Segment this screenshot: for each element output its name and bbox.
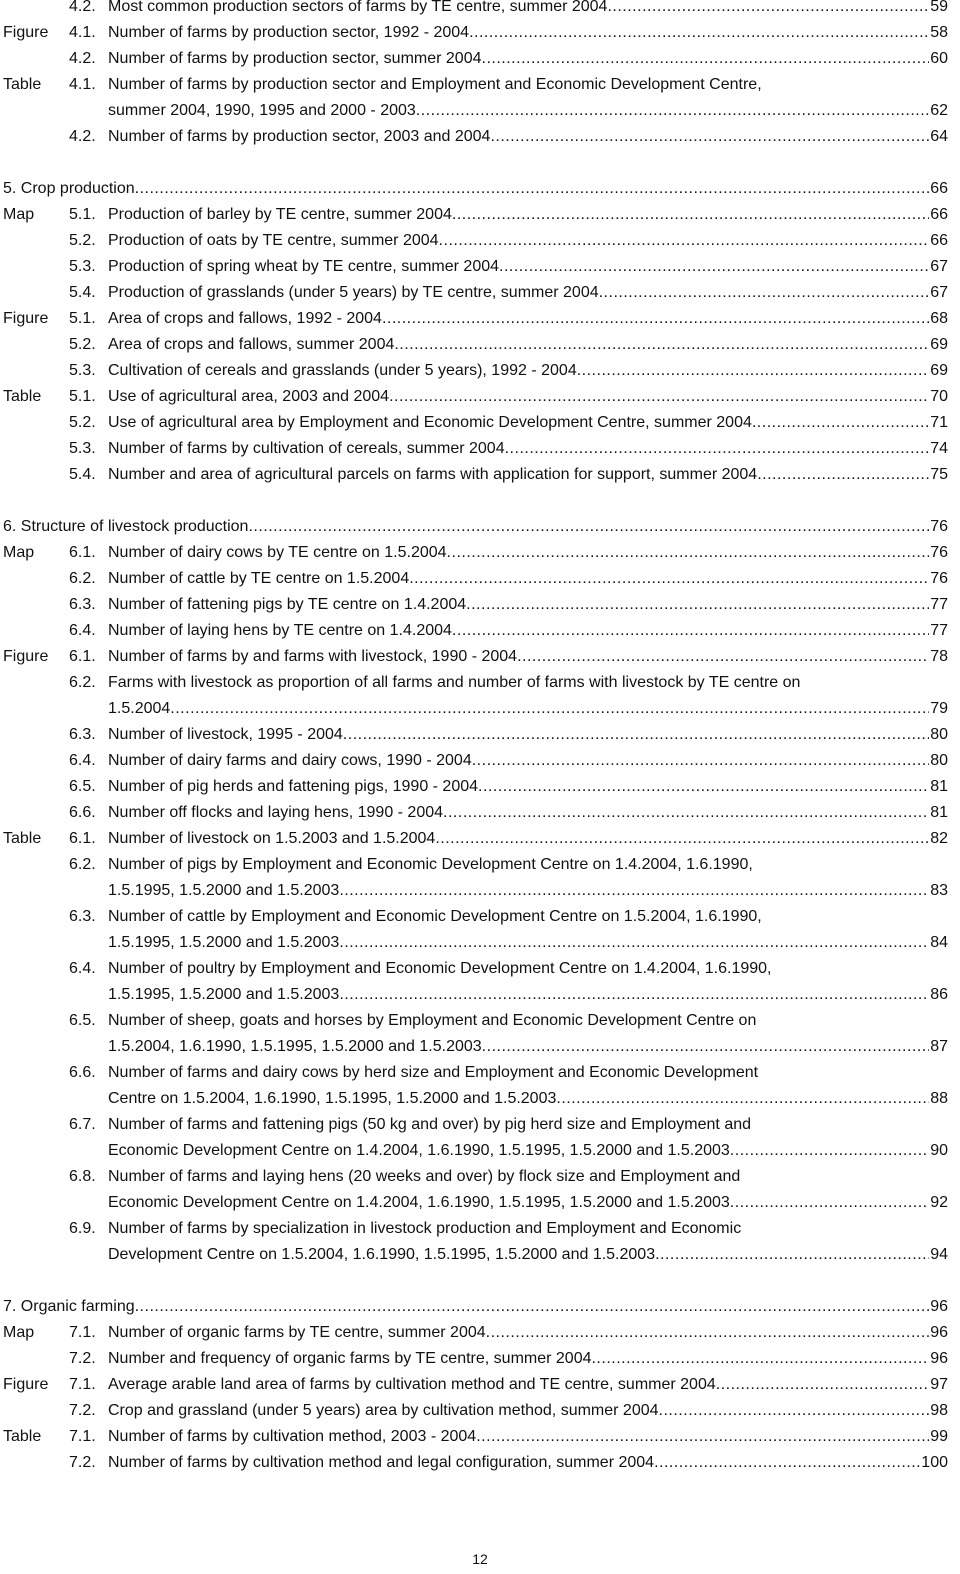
toc-entry: [3, 280, 948, 306]
entry-number: 5.1.: [69, 310, 96, 327]
entry-number: 7.2.: [69, 1402, 96, 1419]
entry-title: Number and frequency of organic farms by TE centre, summer 2004: [108, 1350, 592, 1367]
entry-title: Number of cattle by TE centre on 1.5.2004: [108, 570, 410, 587]
entry-title: Most common production sectors of farms by TE centre, summer 2004: [108, 0, 608, 15]
dot-leader: [339, 982, 929, 1008]
entry-title-continued: Economic Development Centre on 1.4.2004, 1.6.1990, 1.5.1995, 1.5.2000 and 1.5.2003: [108, 1194, 730, 1211]
entry-number: 6.7.: [69, 1116, 96, 1133]
page-ref: 67: [930, 258, 948, 275]
toc-entry: [3, 1112, 948, 1138]
section-spacer: [3, 488, 948, 514]
entry-title: Number of laying hens by TE centre on 1.4.2004: [108, 622, 452, 639]
entry-title-continued: Centre on 1.5.2004, 1.6.1990, 1.5.1995, 1.5.2000 and 1.5.2003: [108, 1090, 557, 1107]
entry-type: Table: [3, 76, 42, 93]
entry-number: 6.6.: [69, 1064, 96, 1081]
page-ref: 66: [930, 180, 948, 197]
entry-title-continued: summer 2004, 1990, 1995 and 2000 - 2003: [108, 102, 416, 119]
toc-entry: [3, 0, 948, 20]
toc-entry: [3, 124, 948, 150]
toc-entry: [3, 72, 948, 98]
page-ref: 78: [930, 648, 948, 665]
toc-entry-continuation: [3, 1034, 948, 1060]
toc-entry: [3, 956, 948, 982]
dot-leader: [135, 176, 930, 202]
toc-entry: [3, 1450, 948, 1476]
toc-entry-continuation: [3, 982, 948, 1008]
page-ref: 90: [930, 1142, 948, 1159]
page-ref: 77: [930, 622, 948, 639]
page-ref: 62: [930, 102, 948, 119]
page-ref: 69: [930, 362, 948, 379]
entry-number: 6.4.: [69, 960, 96, 977]
page-ref: 87: [930, 1038, 948, 1055]
entry-title: Number of livestock on 1.5.2003 and 1.5.2004: [108, 830, 436, 847]
toc-section-heading: [3, 514, 948, 540]
entry-number: 4.2.: [69, 50, 96, 67]
dot-leader: [655, 1242, 929, 1268]
dot-leader: [505, 436, 930, 462]
entry-number: 5.4.: [69, 466, 96, 483]
entry-number: 4.2.: [69, 128, 96, 145]
entry-title: Number and area of agricultural parcels on farms with application for support, summer 2004: [108, 466, 758, 483]
entry-type: Table: [3, 830, 42, 847]
page-ref: 96: [930, 1350, 948, 1367]
toc-entry: [3, 254, 948, 280]
page-ref: 94: [930, 1246, 948, 1263]
toc-entry: [3, 20, 948, 46]
entry-title: Number of farms by production sector, 2003 and 2004: [108, 128, 491, 145]
entry-title: Cultivation of cereals and grasslands (under 5 years), 1992 - 2004: [108, 362, 577, 379]
toc-entry: [3, 566, 948, 592]
toc-entry: [3, 774, 948, 800]
page-ref: 66: [930, 206, 948, 223]
entry-number: 7.1.: [69, 1324, 96, 1341]
entry-title-continued: Economic Development Centre on 1.4.2004, 1.6.1990, 1.5.1995, 1.5.2000 and 1.5.2003: [108, 1142, 730, 1159]
dot-leader: [654, 1450, 920, 1476]
dot-leader: [439, 228, 930, 254]
entry-title: Number of farms and laying hens (20 weeks and over) by flock size and Employment and: [108, 1168, 741, 1185]
toc-entry: [3, 306, 948, 332]
toc-section-heading: [3, 176, 948, 202]
dot-leader: [466, 592, 929, 618]
page-ref: 74: [930, 440, 948, 457]
entry-title: Number of farms by cultivation method, 2003 - 2004: [108, 1428, 477, 1445]
entry-number: 6.2.: [69, 856, 96, 873]
toc-entry: [3, 904, 948, 930]
entry-number: 6.6.: [69, 804, 96, 821]
entry-title: Number of pig herds and fattening pigs, 1990 - 2004: [108, 778, 479, 795]
dot-leader: [416, 98, 929, 124]
entry-number: 6.3.: [69, 726, 96, 743]
toc-entry-continuation: [3, 1138, 948, 1164]
page-ref: 68: [930, 310, 948, 327]
entry-type: Figure: [3, 648, 49, 665]
dot-leader: [409, 566, 929, 592]
toc-entry: [3, 1216, 948, 1242]
dot-leader: [435, 826, 929, 852]
dot-leader: [659, 1398, 930, 1424]
entry-number: 6.4.: [69, 622, 96, 639]
page-ref: 88: [930, 1090, 948, 1107]
entry-title: Number of farms by production sector and Employment and Economic Development Centre,: [108, 76, 762, 93]
entry-title: Number of dairy cows by TE centre on 1.5.2004: [108, 544, 447, 561]
entry-type: Map: [3, 1324, 35, 1341]
entry-type: Table: [3, 388, 42, 405]
entry-title: Production of barley by TE centre, summer 2004: [108, 206, 452, 223]
page-ref: 84: [930, 934, 948, 951]
toc-entry: [3, 670, 948, 696]
page-ref: 76: [930, 518, 948, 535]
toc-entry-continuation: [3, 878, 948, 904]
toc-entry-continuation: [3, 1190, 948, 1216]
dot-leader: [730, 1138, 929, 1164]
entry-number: 6.3.: [69, 596, 96, 613]
section-title: 6. Structure of livestock production: [3, 518, 249, 535]
toc-entry: [3, 1060, 948, 1086]
entry-number: 6.4.: [69, 752, 96, 769]
entry-number: 7.1.: [69, 1376, 96, 1393]
entry-title: Number of sheep, goats and horses by Employment and Economic Development Centre on: [108, 1012, 757, 1029]
entry-number: 5.2.: [69, 414, 96, 431]
page-ref: 69: [930, 336, 948, 353]
toc-entry: [3, 384, 948, 410]
entry-type: Table: [3, 1428, 42, 1445]
page-ref: 66: [930, 232, 948, 249]
toc-entry: [3, 1008, 948, 1034]
page-ref: 100: [921, 1454, 948, 1471]
toc-entry: [3, 332, 948, 358]
entry-title: Area of crops and fallows, 1992 - 2004: [108, 310, 382, 327]
entry-title-continued: Development Centre on 1.5.2004, 1.6.1990, 1.5.1995, 1.5.2000 and 1.5.2003: [108, 1246, 656, 1263]
entry-number: 4.1.: [69, 24, 96, 41]
dot-leader: [135, 1294, 930, 1320]
entry-number: 6.2.: [69, 570, 96, 587]
entry-number: 5.2.: [69, 232, 96, 249]
dot-leader: [248, 514, 929, 540]
toc-entry: [3, 852, 948, 878]
toc-entry: [3, 540, 948, 566]
entry-title: Number of farms by cultivation of cereals, summer 2004: [108, 440, 505, 457]
toc-entry: [3, 1398, 948, 1424]
entry-title-continued: 1.5.1995, 1.5.2000 and 1.5.2003: [108, 882, 340, 899]
entry-title: Number of farms by specialization in livestock production and Employment and Economic: [108, 1220, 742, 1237]
page-ref: 58: [930, 24, 948, 41]
page-ref: 70: [930, 388, 948, 405]
section-title: 5. Crop production: [3, 180, 135, 197]
dot-leader: [339, 878, 929, 904]
entry-number: 6.3.: [69, 908, 96, 925]
toc-entry: [3, 436, 948, 462]
entry-title: Use of agricultural area, 2003 and 2004: [108, 388, 390, 405]
toc-section-heading: [3, 1294, 948, 1320]
dot-leader: [757, 462, 929, 488]
entry-title: Number of fattening pigs by TE centre on 1.4.2004: [108, 596, 467, 613]
dot-leader: [482, 1034, 930, 1060]
entry-number: 4.1.: [69, 76, 96, 93]
page-ref: 80: [930, 752, 948, 769]
page-ref: 92: [930, 1194, 948, 1211]
entry-number: 6.8.: [69, 1168, 96, 1185]
toc-entry: [3, 618, 948, 644]
dot-leader: [752, 410, 929, 436]
entry-number: 6.9.: [69, 1220, 96, 1237]
page-ref: 83: [930, 882, 948, 899]
entry-title: Number of farms by cultivation method and legal configuration, summer 2004: [108, 1454, 655, 1471]
entry-number: 4.2.: [69, 0, 96, 15]
entry-title: Number of farms and dairy cows by herd size and Employment and Economic Development: [108, 1064, 759, 1081]
page-ref: 71: [930, 414, 948, 431]
entry-title: Number of livestock, 1995 - 2004: [108, 726, 343, 743]
page-ref: 80: [930, 726, 948, 743]
dot-leader: [452, 618, 929, 644]
page-ref: 81: [930, 804, 948, 821]
dot-leader: [486, 1320, 930, 1346]
dot-leader: [469, 20, 929, 46]
page-ref: 64: [930, 128, 948, 145]
entry-title: Production of grasslands (under 5 years) by TE centre, summer 2004: [108, 284, 599, 301]
dot-leader: [170, 696, 929, 722]
dot-leader: [607, 0, 929, 20]
entry-type: Map: [3, 206, 35, 223]
entry-title: Farms with livestock as proportion of all farms and number of farms with livestock by TE centre on: [108, 674, 801, 691]
entry-number: 5.2.: [69, 336, 96, 353]
entry-number: 5.3.: [69, 258, 96, 275]
toc-entry-continuation: [3, 1242, 948, 1268]
toc-entry: [3, 228, 948, 254]
dot-leader: [476, 1424, 929, 1450]
entry-number: 5.3.: [69, 362, 96, 379]
dot-leader: [730, 1190, 929, 1216]
page-ref: 79: [930, 700, 948, 717]
entry-title: Number of farms by production sector, 1992 - 2004: [108, 24, 470, 41]
page-ref: 98: [930, 1402, 948, 1419]
entry-title: Number of pigs by Employment and Economic Development Centre on 1.4.2004, 1.6.1990,: [108, 856, 753, 873]
entry-type: Figure: [3, 24, 49, 41]
dot-leader: [716, 1372, 929, 1398]
page-ref: 67: [930, 284, 948, 301]
entry-number: 7.2.: [69, 1350, 96, 1367]
entry-number: 7.1.: [69, 1428, 96, 1445]
toc-entry-continuation: [3, 98, 948, 124]
toc-entry: [3, 1372, 948, 1398]
entry-title-continued: 1.5.1995, 1.5.2000 and 1.5.2003: [108, 986, 340, 1003]
entry-title: Production of oats by TE centre, summer 2004: [108, 232, 439, 249]
entry-number: 5.3.: [69, 440, 96, 457]
entry-number: 6.5.: [69, 778, 96, 795]
toc-entry: [3, 826, 948, 852]
entry-title: Number of farms by and farms with livestock, 1990 - 2004: [108, 648, 518, 665]
dot-leader: [599, 280, 930, 306]
page-ref: 86: [930, 986, 948, 1003]
entry-title-continued: 1.5.1995, 1.5.2000 and 1.5.2003: [108, 934, 340, 951]
toc-entry: [3, 644, 948, 670]
entry-type: Figure: [3, 310, 49, 327]
entry-number: 6.1.: [69, 544, 96, 561]
entry-title-continued: 1.5.2004, 1.6.1990, 1.5.1995, 1.5.2000 and 1.5.2003: [108, 1038, 482, 1055]
toc-entry: [3, 46, 948, 72]
entry-number: 7.2.: [69, 1454, 96, 1471]
dot-leader: [452, 202, 929, 228]
entry-title: Crop and grassland (under 5 years) area by cultivation method, summer 2004: [108, 1402, 659, 1419]
toc-entry: [3, 1320, 948, 1346]
toc-entry: [3, 722, 948, 748]
page-ref: 59: [930, 0, 948, 15]
entry-title: Number of organic farms by TE centre, summer 2004: [108, 1324, 486, 1341]
entry-title: Number of farms by production sector, summer 2004: [108, 50, 482, 67]
toc-entry: [3, 1424, 948, 1450]
toc-entry-continuation: [3, 696, 948, 722]
entry-title: Number of dairy farms and dairy cows, 1990 - 2004: [108, 752, 472, 769]
entry-title: Number of cattle by Employment and Economic Development Centre on 1.5.2004, 1.6.1990,: [108, 908, 762, 925]
entry-number: 6.5.: [69, 1012, 96, 1029]
toc-entry: [3, 1346, 948, 1372]
page-ref: 96: [930, 1324, 948, 1341]
dot-leader: [478, 774, 929, 800]
page-ref: 76: [930, 544, 948, 561]
toc-entry: [3, 462, 948, 488]
dot-leader: [339, 930, 929, 956]
entry-title-continued: 1.5.2004: [108, 700, 171, 717]
dot-leader: [472, 748, 929, 774]
dot-leader: [482, 46, 930, 72]
dot-leader: [394, 332, 929, 358]
page-ref: 81: [930, 778, 948, 795]
page-ref: 77: [930, 596, 948, 613]
section-spacer: [3, 1268, 948, 1294]
entry-title: Production of spring wheat by TE centre, summer 2004: [108, 258, 500, 275]
page-ref: 97: [930, 1376, 948, 1393]
entry-number: 6.1.: [69, 830, 96, 847]
entry-type: Figure: [3, 1376, 49, 1393]
dot-leader: [517, 644, 929, 670]
dot-leader: [556, 1086, 929, 1112]
page-ref: 76: [930, 570, 948, 587]
toc-entry: [3, 592, 948, 618]
entry-number: 6.1.: [69, 648, 96, 665]
dot-leader: [389, 384, 929, 410]
entry-number: 5.1.: [69, 206, 96, 223]
toc-entry: [3, 358, 948, 384]
toc-entry: [3, 1164, 948, 1190]
page-ref: 99: [930, 1428, 948, 1445]
dot-leader: [490, 124, 929, 150]
section-title: 7. Organic farming: [3, 1298, 135, 1315]
page-ref: 96: [930, 1298, 948, 1315]
toc-entry: [3, 202, 948, 228]
page-ref: 60: [930, 50, 948, 67]
toc-entry: [3, 410, 948, 436]
dot-leader: [343, 722, 929, 748]
entry-title: Average arable land area of farms by cultivation method and TE centre, summer 2004: [108, 1376, 716, 1393]
dot-leader: [577, 358, 929, 384]
dot-leader: [499, 254, 929, 280]
table-of-contents: [3, 0, 948, 1476]
dot-leader: [382, 306, 929, 332]
page-ref: 82: [930, 830, 948, 847]
page-ref: 75: [930, 466, 948, 483]
page-number: 12: [472, 1551, 488, 1567]
entry-title: Number of poultry by Employment and Economic Development Centre on 1.4.2004, 1.6.1990,: [108, 960, 772, 977]
toc-entry: [3, 748, 948, 774]
entry-type: Map: [3, 544, 35, 561]
toc-entry: [3, 800, 948, 826]
dot-leader: [443, 800, 929, 826]
toc-entry-continuation: [3, 1086, 948, 1112]
section-spacer: [3, 150, 948, 176]
entry-title: Area of crops and fallows, summer 2004: [108, 336, 395, 353]
entry-title: Use of agricultural area by Employment and Economic Development Centre, summer 2004: [108, 414, 752, 431]
entry-title: Number off flocks and laying hens, 1990 - 2004: [108, 804, 444, 821]
dot-leader: [591, 1346, 929, 1372]
dot-leader: [447, 540, 930, 566]
entry-title: Number of farms and fattening pigs (50 kg and over) by pig herd size and Employment and: [108, 1116, 752, 1133]
toc-entry-continuation: [3, 930, 948, 956]
entry-number: 6.2.: [69, 674, 96, 691]
entry-number: 5.1.: [69, 388, 96, 405]
entry-number: 5.4.: [69, 284, 96, 301]
